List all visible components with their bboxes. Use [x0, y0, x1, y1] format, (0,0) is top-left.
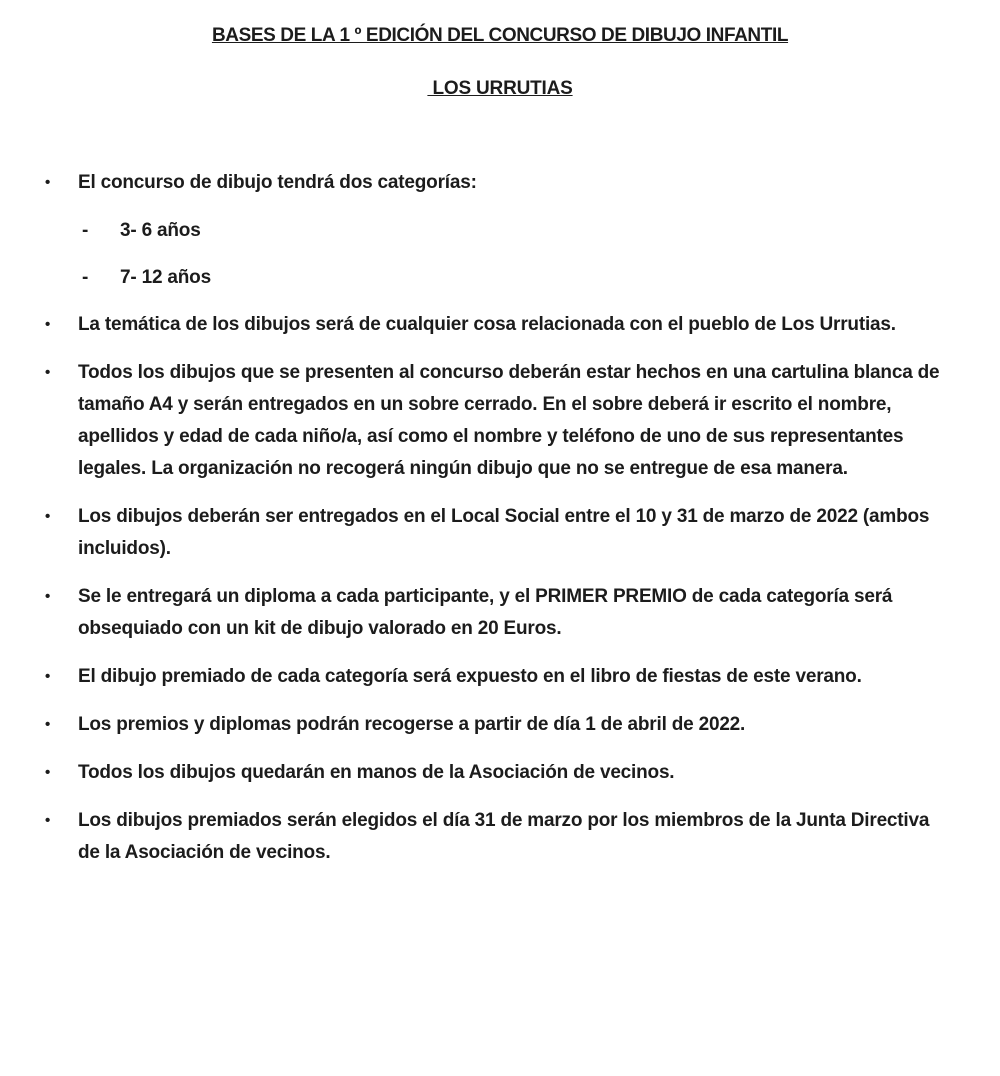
- list-item: [0, 501, 1000, 565]
- bullet-text: Los dibujos deberán ser entregados en el Local Social entre el 10 y 31 de marzo de 2022 (ambos incluidos).: [78, 506, 930, 559]
- bullet-text: El concurso de dibujo tendrá dos categorías:: [78, 172, 477, 193]
- sub-bullet-text: 3- 6 años: [120, 220, 201, 241]
- bullet-text: Todos los dibujos que se presenten al concurso deberán estar hechos en una cartulina blanca de tamaño A4 y serán entregados en un sobre cerrado. En el sobre deberá ir escrito el nombre, apellidos y edad de cada niño/a, así como el nombre y teléfono de uno de sus representantes legales. La organización no recogerá ningún dibujo que no se entregue de esa manera.: [78, 362, 940, 479]
- list-item: [0, 357, 1000, 485]
- list-item: [0, 805, 1000, 869]
- bullet-icon: •: [45, 668, 51, 685]
- list-item: [0, 757, 1000, 789]
- list-item: [0, 661, 1000, 693]
- document-subtitle: LOS URRUTIAS: [427, 78, 573, 99]
- bullet-text: El dibujo premiado de cada categoría será expuesto en el libro de fiestas de este verano.: [78, 666, 862, 687]
- list-item: [0, 167, 1000, 199]
- bullet-icon: •: [45, 588, 51, 605]
- sub-list-item: [0, 215, 1000, 246]
- bullet-icon: •: [45, 364, 51, 381]
- dash-icon: -: [82, 267, 89, 288]
- bullet-icon: •: [45, 316, 51, 333]
- bullet-text: Se le entregará un diploma a cada participante, y el PRIMER PREMIO de cada categoría será obsequiado con un kit de dibujo valorado en 20 Euros.: [78, 586, 893, 639]
- list-item: [0, 709, 1000, 741]
- bullet-icon: •: [45, 174, 51, 191]
- sub-list-item: [0, 262, 1000, 293]
- document-title: BASES DE LA 1 º EDICIÓN DEL CONCURSO DE DIBUJO INFANTIL: [211, 25, 789, 46]
- bullet-icon: •: [45, 812, 51, 829]
- bullet-icon: •: [45, 508, 51, 525]
- dash-icon: -: [82, 220, 89, 241]
- bullet-list: [0, 167, 1000, 869]
- bullet-text: Los dibujos premiados serán elegidos el día 31 de marzo por los miembros de la Junta Directiva de la Asociación de vecinos.: [78, 810, 930, 863]
- list-item: [0, 581, 1000, 645]
- bullet-text: Los premios y diplomas podrán recogerse a partir de día 1 de abril de 2022.: [78, 714, 746, 735]
- sub-bullet-text: 7- 12 años: [120, 267, 211, 288]
- bullet-icon: •: [45, 716, 51, 733]
- bullet-text: La temática de los dibujos será de cualquier cosa relacionada con el pueblo de Los Urrutias.: [78, 314, 896, 335]
- bullet-icon: •: [45, 764, 51, 781]
- list-item: [0, 309, 1000, 341]
- bullet-text: Todos los dibujos quedarán en manos de la Asociación de vecinos.: [78, 762, 675, 783]
